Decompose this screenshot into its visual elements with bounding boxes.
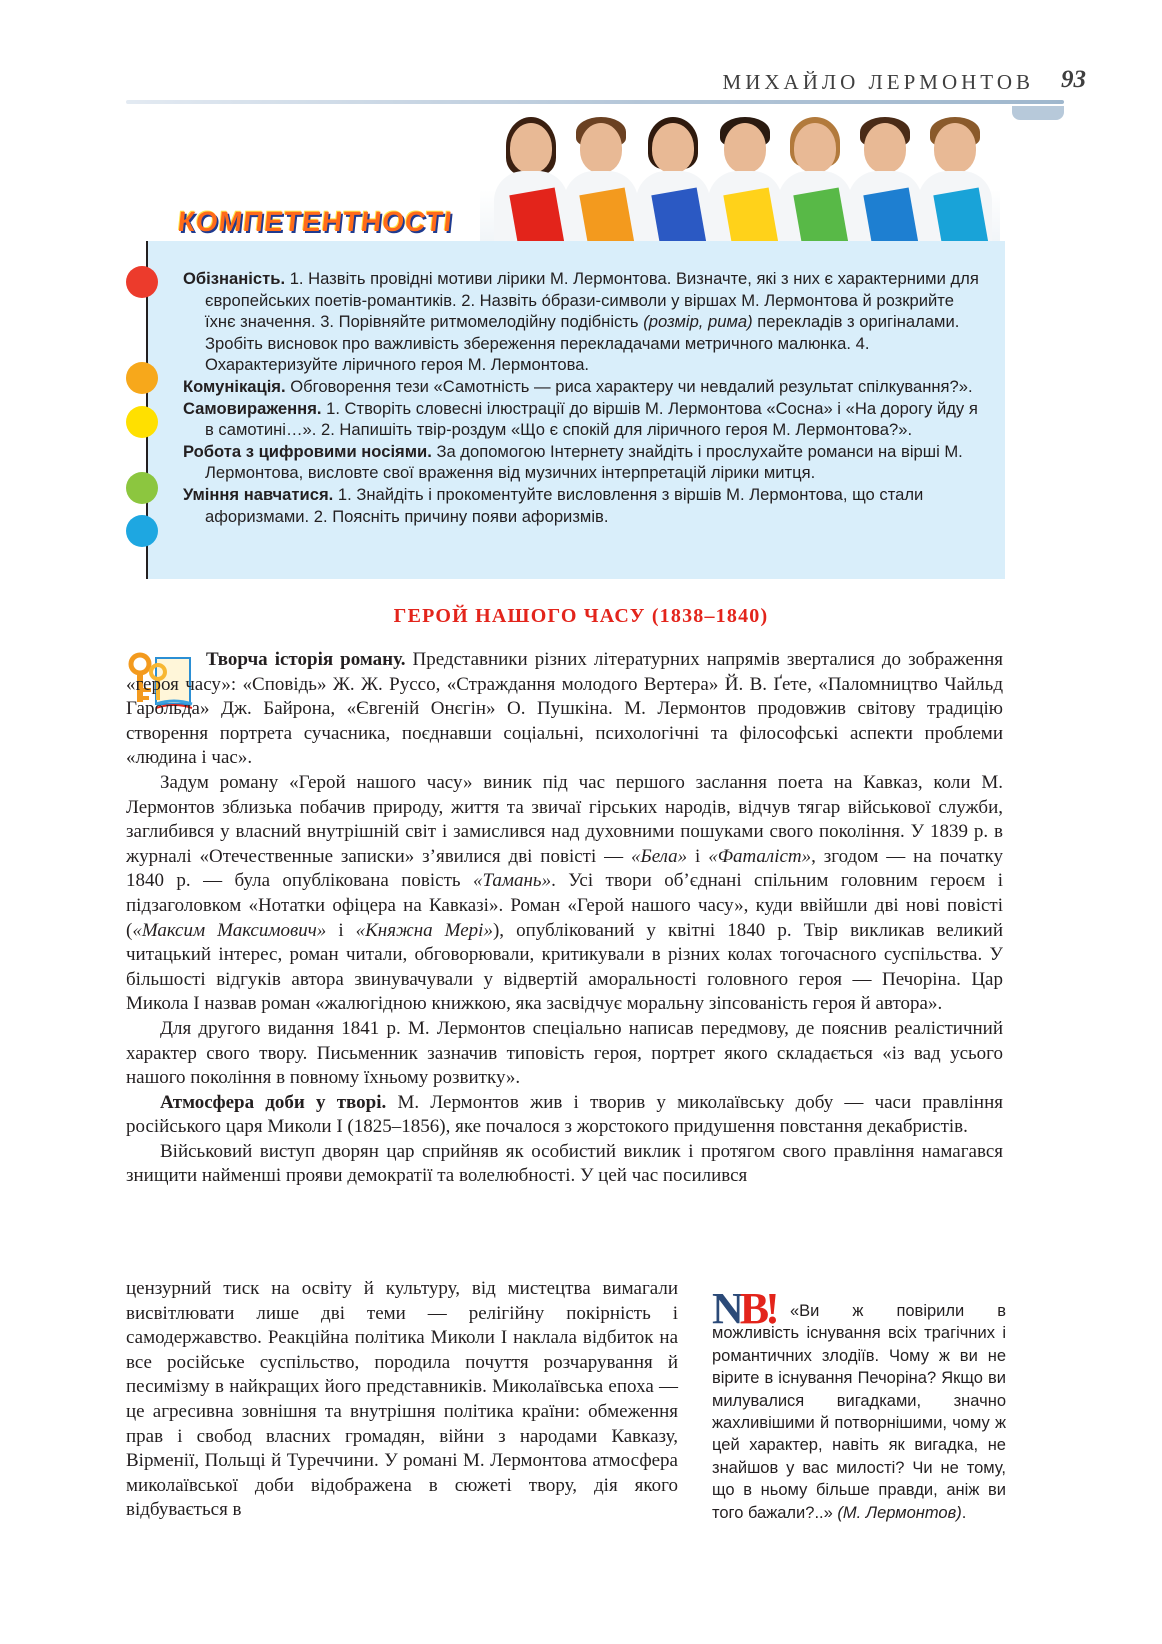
header-tab-decoration: [1012, 106, 1064, 120]
quote-source: (М. Лермонтов): [837, 1503, 962, 1522]
paragraph: [126, 1017, 1003, 1091]
competence-marker-dot: [126, 362, 158, 394]
competence-label: Обізнаність.: [183, 269, 286, 288]
paragraph-text: Представники різних літературних напрямів зверталися до зображення «героя часу»: «Сповідь» Ж. Ж. Руссо, «Страждання молодого Вертера» Й. В. Ґете, «Паломництво Чайльд Гарольда» Дж. Байрона, «Євгеній Онєгін» О. Пушкіна. М. Лермонтов продовжив світову традицію створення портрета сучасника, поєднавши соціальні, психологічні та філософські аспекти проблеми «людина і час».: [126, 649, 1003, 769]
paragraph: [126, 1140, 1003, 1189]
quote-text: «Ви ж повірили в можливість існування всіх трагічних і романтичних злодіїв. Чому ж ви не вірите в існування Печоріна? Якщо ви милувалися вигадками, значно жахливішими й потворнішими, чому ж цей характер, навіть як вигадка, не знайшов у вас милості? Чи не тому, що в ньому більше правди, аніж ви того бажали?..»: [712, 1302, 1006, 1522]
quote-end: .: [961, 1503, 967, 1522]
paragraph-text: ), опублікований у квітні 1840 р. Твір викликав великий читацький інтерес, роман читали, обговорювали, критикували в різних колах тогочасного суспільства. У більшості відгуків автора звинувачували у відвертій аморальності головного героя — Печоріна. Цар Микола I назвав роман «жалюгідною книжкою, яка засвідчує моральну зіпсованість героя й автора».: [126, 919, 1004, 1015]
competences-title: КОМПЕТЕНТНОСТІ: [176, 206, 455, 237]
paragraph-text: Для другого видання 1841 р. М. Лермонтов спеціально написав передмову, де пояснив реалістичний характер свого твору. Письменник зазначив типовість героя, портрет якого складається «із вад усього нашого покоління в повному їхньому розвитку».: [126, 1017, 1003, 1089]
paragraph-text: і: [326, 919, 356, 941]
competence-italic: (розмір, рима): [643, 312, 753, 332]
paragraph-text: Військовий виступ дворян цар сприйняв як особистий виклик і протягом свого правління намагався знищити найменші прояви демократії та волелюбності. У цей час посилився: [126, 1140, 1003, 1187]
paragraph-text: , згодом — на початку 1840 р. — була опублікована повість: [126, 845, 1004, 892]
competence-text: перекладів з оригіналами. Зробіть висновок про важливість збереження перекладачами метричного малюнка. 4. Охарактеризуйте ліричного героя М. Лермонтова.: [205, 312, 960, 375]
competence-text: Обговорення тези «Самотність — риса характеру чи невдалий результат спілкування?».: [285, 376, 973, 396]
page-number: 93: [1061, 66, 1086, 93]
paragraph-text: М. Лермонтов жив і творив у миколаївську добу — часи правління російського царя Миколи I (1825–1856), яке почалося з жорстокого придушення повстання декабристів.: [126, 1091, 1003, 1138]
paragraph-text: і: [687, 845, 709, 867]
competence-item: [183, 376, 988, 398]
competence-item: [183, 268, 988, 376]
paragraph-text: Задум роману «Герой нашого часу» виник під час першого заслання поета на Кавказ, коли М. Лермонтов зблизька побачив природу, життя та звичаї гірських народів, відчув тягар військової служби, заглибився у власний внутрішній світ і замислився над духовними пошуками свого покоління. У 1839 р. в журналі «Отечественные записки» з’явилися дві повісті —: [126, 771, 1003, 867]
competences-list: [183, 268, 988, 527]
work-title: «Княжна Мері»: [355, 919, 493, 941]
competence-label: Комунікація.: [183, 376, 286, 396]
competence-text: За допомогою Інтернету знайдіть і прослухайте романси на вірші М. Лермонтова, висловте свої враження від музичних інтерпретацій лірики митця.: [205, 441, 963, 483]
paragraph: [126, 1091, 1003, 1140]
competence-label: Робота з цифровими носіями.: [183, 441, 432, 461]
competence-label: Самовираження.: [183, 398, 322, 418]
competence-item: [183, 398, 988, 441]
running-title: МИХАЙЛО ЛЕРМОНТОВ: [722, 70, 1034, 94]
competence-text: 1. Знайдіть і прокоментуйте висловлення з віршів М. Лермонтова, що стали афоризмами. 2. Поясніть причину появи афоризмів.: [205, 484, 924, 526]
paragraph: [126, 771, 1003, 1017]
work-title: «Бела»: [630, 845, 688, 867]
competence-marker-dot: [126, 472, 158, 504]
competence-item: [183, 484, 988, 527]
competence-text: 1. Створіть словесні ілюстрації до віршів М. Лермонтова «Сосна» і «На дорогу йду я в самотині…». 2. Напишіть твір-роздум «Що є спокій для ліричного героя М. Лермонтова?».: [205, 398, 978, 440]
paragraph-lead: Творча історія роману.: [206, 649, 406, 670]
header-rule: [126, 100, 1064, 104]
competence-label: Уміння навчатися.: [183, 484, 334, 504]
competence-marker-dot: [126, 266, 158, 298]
students-photo: [480, 113, 1000, 241]
paragraph-continuation: цензурний тиск на освіту й культуру, від мистецтва вимагали висвітлювати лише дві теми — релігійну покірність і самодержавство. Реакційна політика Миколи I наклала відбиток на все російське суспільство, породила почуття розчарування й песимізму в найкращих його представників. Миколаївська епоха — це агресивна зовнішня та внутрішня політика країни: обмеження прав і свобод власних громадян, війни з народами Кавказу, Вірменії, Польщі й Туреччини. У романі М. Лермонтова атмосфера миколаївської доби відображена в сюжеті твору, дія якого відбувається в: [126, 1278, 678, 1521]
section-title: ГЕРОЙ НАШОГО ЧАСУ (1838–1840): [393, 605, 769, 627]
main-text: [126, 648, 1003, 1189]
running-header: [722, 66, 1086, 95]
text-column: [126, 1277, 678, 1523]
competence-marker-dot: [126, 406, 158, 438]
paragraph-lead: Атмосфера доби у творі.: [160, 1091, 387, 1113]
nb-quote: [712, 1300, 1006, 1524]
work-title: «Максим Максимович»: [132, 919, 327, 941]
competence-marker-dot: [126, 515, 158, 547]
student-figure: [912, 113, 998, 241]
nb-letter-n: N: [712, 1284, 740, 1333]
work-title: «Тамань»: [472, 870, 552, 892]
nb-letter-b: B!: [739, 1284, 776, 1333]
competence-item: [183, 441, 988, 484]
competence-text: 1. Назвіть провідні мотиви лірики М. Лермонтова. Визначте, які з них є характерними для європейських поетів-романтиків. 2. Назвіть о́брази-символи у віршах М. Лермонтова й розкрийте їхнє значення. 3. Порівняйте ритмомелодійну подібність: [205, 269, 979, 332]
paragraph: [126, 648, 1003, 771]
paragraph-text: . Усі твори об’єднані спільним головним героєм і підзаголовком «Нотатки офіцера на Кавказі». Роман «Герой нашого часу», куди ввійшли дві нові повісті (: [126, 870, 1003, 941]
work-title: «Фаталіст»: [708, 845, 812, 867]
